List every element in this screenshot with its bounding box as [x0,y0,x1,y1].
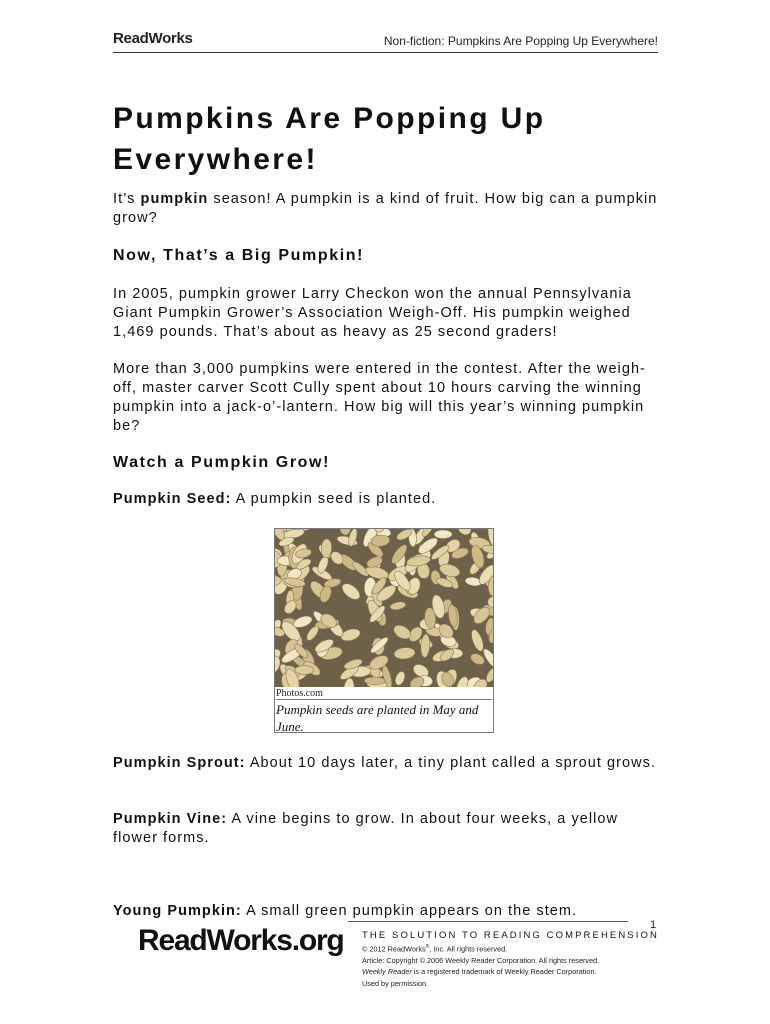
pumpkin-sprout-label: Pumpkin Sprout: [113,755,246,771]
footer-trademark: Weekly Reader is a registered trademark of Weekly Reader Corporation. [362,967,597,977]
photo-caption: Pumpkin seeds are planted in May and June. [276,702,479,734]
footer-article-copyright: Article: Copyright © 2006 Weekly Reader Corporation. All rights reserved. [362,955,600,965]
pumpkin-vine-label: Pumpkin Vine: [113,811,228,827]
section-heading-watch-grow: Watch a Pumpkin Grow! [113,454,331,471]
pumpkin-seeds-photo [275,529,493,687]
photo-credit: Photos.com [276,688,492,700]
intro-bold-word: pumpkin [140,191,209,207]
header-document-title: Non-fiction: Pumpkins Are Popping Up Everywhere! [383,34,658,48]
intro-paragraph: It’s pumpkin season! A pumpkin is a kind of fruit. How big can a pumpkin grow? [113,191,658,226]
footer-copyright: © 2012 ReadWorks®, Inc. All rights reserved. [362,944,508,954]
section-heading-big-pumpkin: Now, That’s a Big Pumpkin! [113,247,365,264]
pumpkin-vine-paragraph: Pumpkin Vine: A vine begins to grow. In about four weeks, a yellow flower forms. [113,811,619,846]
article-title: Pumpkins Are Popping Up Everywhere! [113,102,546,176]
footer-tagline: THE SOLUTION TO READING COMPREHENSION [362,930,659,941]
young-pumpkin-paragraph: Young Pumpkin: A small green pumpkin appears on the stem. [113,903,578,919]
page-number: 1 [650,919,657,931]
footer-divider [348,921,628,922]
header-divider [113,52,658,53]
footer-legal-text [362,942,642,989]
paragraph-weigh-off: In 2005, pumpkin grower Larry Checkon won the annual Pennsylvania Giant Pumpkin Grower’s Association Weigh-Off. His pumpkin weighed 1,469 pounds. That’s about as heavy as 25 second graders! [113,286,632,340]
pumpkin-seeds-figure [274,528,494,733]
pumpkin-seed-label: Pumpkin Seed: [113,491,232,507]
young-pumpkin-label: Young Pumpkin: [113,903,242,919]
header-logo: ReadWorks [113,30,193,47]
pumpkin-seed-paragraph: Pumpkin Seed: A pumpkin seed is planted. [113,491,437,507]
paragraph-contest: More than 3,000 pumpkins were entered in the contest. After the weigh-off, master carver Scott Cully spent about 10 hours carving the winning pumpkin into a jack-o’-lantern. How big will this year’s winning pumpkin be? [113,361,646,434]
footer-logo: ReadWorks.org [138,924,344,957]
footer-permission: Used by permission. [362,978,429,988]
pumpkin-sprout-paragraph: Pumpkin Sprout: About 10 days later, a tiny plant called a sprout grows. [113,755,657,771]
